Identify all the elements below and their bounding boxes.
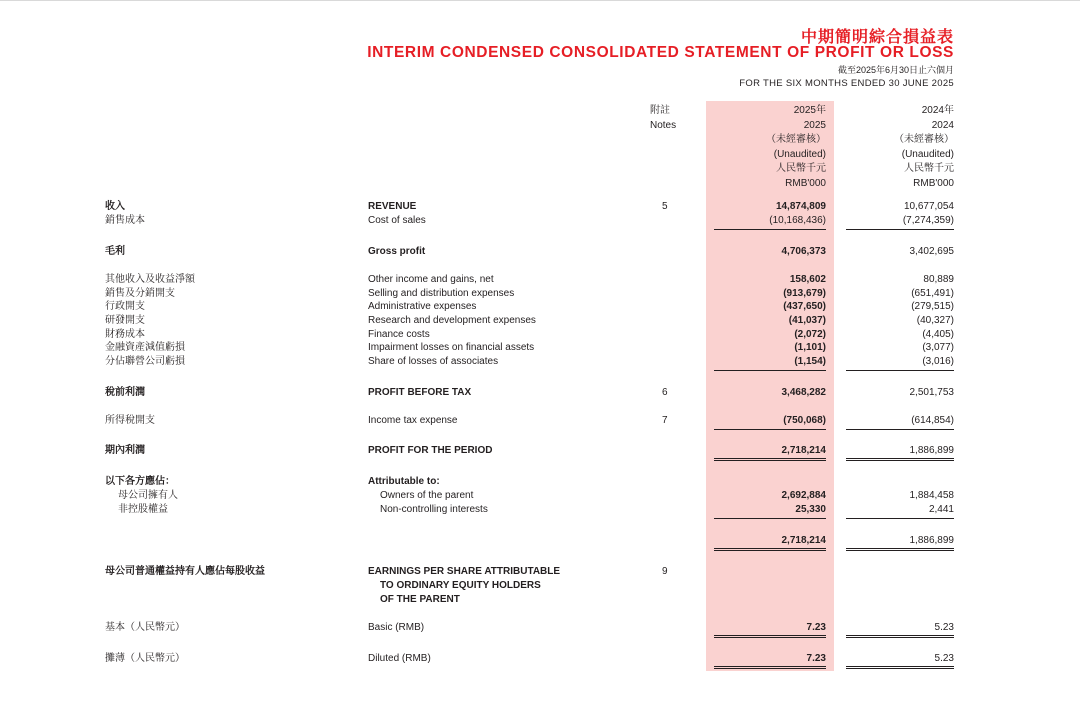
double-underline bbox=[846, 637, 954, 638]
double-underline bbox=[714, 666, 826, 667]
cost-of-sales-2025: (10,168,436) bbox=[769, 215, 826, 226]
double-underline bbox=[714, 668, 826, 669]
admin-label-en: Administrative expenses bbox=[368, 301, 477, 312]
revenue-2025: 14,874,809 bbox=[775, 201, 826, 212]
basic-2025: 7.23 bbox=[806, 622, 826, 633]
pbt-note: 6 bbox=[662, 387, 668, 398]
gross-profit-label-cn: 毛利 bbox=[105, 246, 125, 257]
title-english: INTERIM CONDENSED CONSOLIDATED STATEMENT OF PROFIT OR LOSS bbox=[367, 44, 954, 61]
total-attr-2024: 1,886,899 bbox=[909, 535, 954, 546]
underline bbox=[846, 429, 954, 430]
attributable-label-en: Attributable to: bbox=[368, 476, 440, 487]
finance-label-cn: 財務成本 bbox=[105, 329, 145, 340]
basic-label-cn: 基本（人民幣元） bbox=[105, 622, 185, 633]
double-underline bbox=[714, 460, 826, 461]
revenue-label-en: REVENUE bbox=[368, 201, 417, 212]
period-english: FOR THE SIX MONTHS ENDED 30 JUNE 2025 bbox=[739, 78, 954, 89]
cost-of-sales-2024: (7,274,359) bbox=[902, 215, 954, 226]
pbt-label-en: PROFIT BEFORE TAX bbox=[368, 387, 472, 398]
impairment-label-cn: 金融資產減值虧損 bbox=[105, 342, 185, 353]
pbt-2024: 2,501,753 bbox=[909, 387, 954, 398]
double-underline bbox=[846, 635, 954, 636]
double-underline bbox=[846, 460, 954, 461]
other-income-2024: 80,889 bbox=[923, 274, 954, 285]
nci-label-en: Non-controlling interests bbox=[380, 504, 488, 515]
nci-2025: 25,330 bbox=[795, 504, 826, 515]
owners-2024: 1,884,458 bbox=[909, 490, 954, 501]
eps-heading-en-line3: OF THE PARENT bbox=[380, 594, 460, 605]
underline bbox=[714, 429, 826, 430]
profit-period-2024: 1,886,899 bbox=[909, 445, 954, 456]
finance-2024: (4,405) bbox=[922, 329, 954, 340]
finance-label-en: Finance costs bbox=[368, 329, 430, 340]
eps-heading-cn: 母公司普通權益持有人應佔每股收益 bbox=[105, 566, 265, 577]
associates-2025: (1,154) bbox=[794, 356, 826, 367]
notes-header: 附註 Notes bbox=[650, 105, 677, 131]
diluted-2024: 5.23 bbox=[934, 653, 954, 664]
admin-2025: (437,650) bbox=[783, 301, 826, 312]
header-2025: 2025年 2025 （未經審核） (Unaudited) 人民幣千元 RMB'000 bbox=[766, 105, 826, 189]
profit-period-2025: 2,718,214 bbox=[781, 445, 826, 456]
double-underline bbox=[846, 668, 954, 669]
impairment-2024: (3,077) bbox=[922, 342, 954, 353]
associates-2024: (3,016) bbox=[922, 356, 954, 367]
other-income-2025: 158,602 bbox=[789, 274, 826, 285]
impairment-label-en: Impairment losses on financial assets bbox=[368, 342, 535, 353]
basic-2024: 5.23 bbox=[934, 622, 954, 633]
selling-label-cn: 銷售及分銷開支 bbox=[105, 288, 175, 299]
selling-label-en: Selling and distribution expenses bbox=[368, 288, 515, 299]
diluted-2025: 7.23 bbox=[806, 653, 826, 664]
diluted-label-en: Diluted (RMB) bbox=[368, 653, 431, 664]
selling-2024: (651,491) bbox=[911, 288, 954, 299]
revenue-label-cn: 收入 bbox=[105, 201, 125, 212]
associates-label-en: Share of losses of associates bbox=[368, 356, 499, 367]
owners-2025: 2,692,884 bbox=[781, 490, 826, 501]
pbt-label-cn: 稅前利潤 bbox=[105, 387, 145, 398]
associates-label-cn: 分佔聯營公司虧損 bbox=[105, 356, 185, 367]
double-underline bbox=[714, 548, 826, 549]
cost-of-sales-label-en: Cost of sales bbox=[368, 215, 426, 226]
underline bbox=[714, 229, 826, 230]
header-2024: 2024年 2024 （未經審核） (Unaudited) 人民幣千元 RMB'000 bbox=[894, 105, 954, 189]
title-chinese: 中期簡明綜合損益表 bbox=[800, 29, 954, 46]
admin-label-cn: 行政開支 bbox=[105, 301, 145, 312]
rnd-label-en: Research and development expenses bbox=[368, 315, 536, 326]
double-underline bbox=[714, 637, 826, 638]
tax-note: 7 bbox=[662, 415, 668, 426]
other-income-label-cn: 其他收入及收益淨額 bbox=[105, 274, 195, 285]
double-underline bbox=[714, 635, 826, 636]
eps-heading-en-line2: TO ORDINARY EQUITY HOLDERS bbox=[380, 580, 541, 591]
gross-profit-2024: 3,402,695 bbox=[909, 246, 954, 257]
nci-2024: 2,441 bbox=[928, 504, 954, 515]
double-underline bbox=[714, 550, 826, 551]
underline bbox=[714, 518, 826, 519]
finance-2025: (2,072) bbox=[794, 329, 826, 340]
double-underline bbox=[846, 666, 954, 667]
total-attr-2025: 2,718,214 bbox=[781, 535, 826, 546]
impairment-2025: (1,101) bbox=[794, 342, 826, 353]
basic-label-en: Basic (RMB) bbox=[368, 622, 425, 633]
owners-label-cn: 母公司擁有人 bbox=[118, 490, 178, 501]
rnd-label-cn: 研發開支 bbox=[105, 315, 145, 326]
owners-label-en: Owners of the parent bbox=[380, 490, 474, 501]
double-underline bbox=[846, 548, 954, 549]
pbt-2025: 3,468,282 bbox=[781, 387, 826, 398]
tax-2025: (750,068) bbox=[783, 415, 826, 426]
rnd-2025: (41,037) bbox=[788, 315, 826, 326]
diluted-label-cn: 攤薄（人民幣元） bbox=[105, 653, 185, 664]
tax-label-en: Income tax expense bbox=[368, 415, 458, 426]
tax-2024: (614,854) bbox=[911, 415, 954, 426]
page-top-border bbox=[0, 0, 1080, 1]
other-income-label-en: Other income and gains, net bbox=[368, 274, 494, 285]
selling-2025: (913,679) bbox=[783, 288, 826, 299]
period-chinese: 截至2025年6月30日止六個月 bbox=[837, 65, 954, 75]
revenue-note: 5 bbox=[662, 201, 668, 212]
gross-profit-label-en: Gross profit bbox=[368, 246, 426, 257]
gross-profit-2025: 4,706,373 bbox=[781, 246, 826, 257]
underline bbox=[846, 229, 954, 230]
double-underline bbox=[846, 550, 954, 551]
profit-period-label-en: PROFIT FOR THE PERIOD bbox=[368, 445, 493, 456]
underline bbox=[846, 370, 954, 371]
underline bbox=[714, 370, 826, 371]
rnd-2024: (40,327) bbox=[916, 315, 954, 326]
admin-2024: (279,515) bbox=[911, 301, 954, 312]
profit-period-label-cn: 期內利潤 bbox=[105, 445, 145, 456]
eps-heading-en-line1: EARNINGS PER SHARE ATTRIBUTABLE bbox=[368, 566, 561, 577]
revenue-2024: 10,677,054 bbox=[903, 201, 954, 212]
underline bbox=[846, 518, 954, 519]
double-underline bbox=[714, 458, 826, 459]
double-underline bbox=[846, 458, 954, 459]
cost-of-sales-label-cn: 銷售成本 bbox=[105, 215, 145, 226]
attributable-label-cn: 以下各方應佔： bbox=[105, 476, 175, 487]
eps-note: 9 bbox=[662, 566, 668, 577]
tax-label-cn: 所得稅開支 bbox=[105, 415, 155, 426]
nci-label-cn: 非控股權益 bbox=[118, 504, 168, 515]
